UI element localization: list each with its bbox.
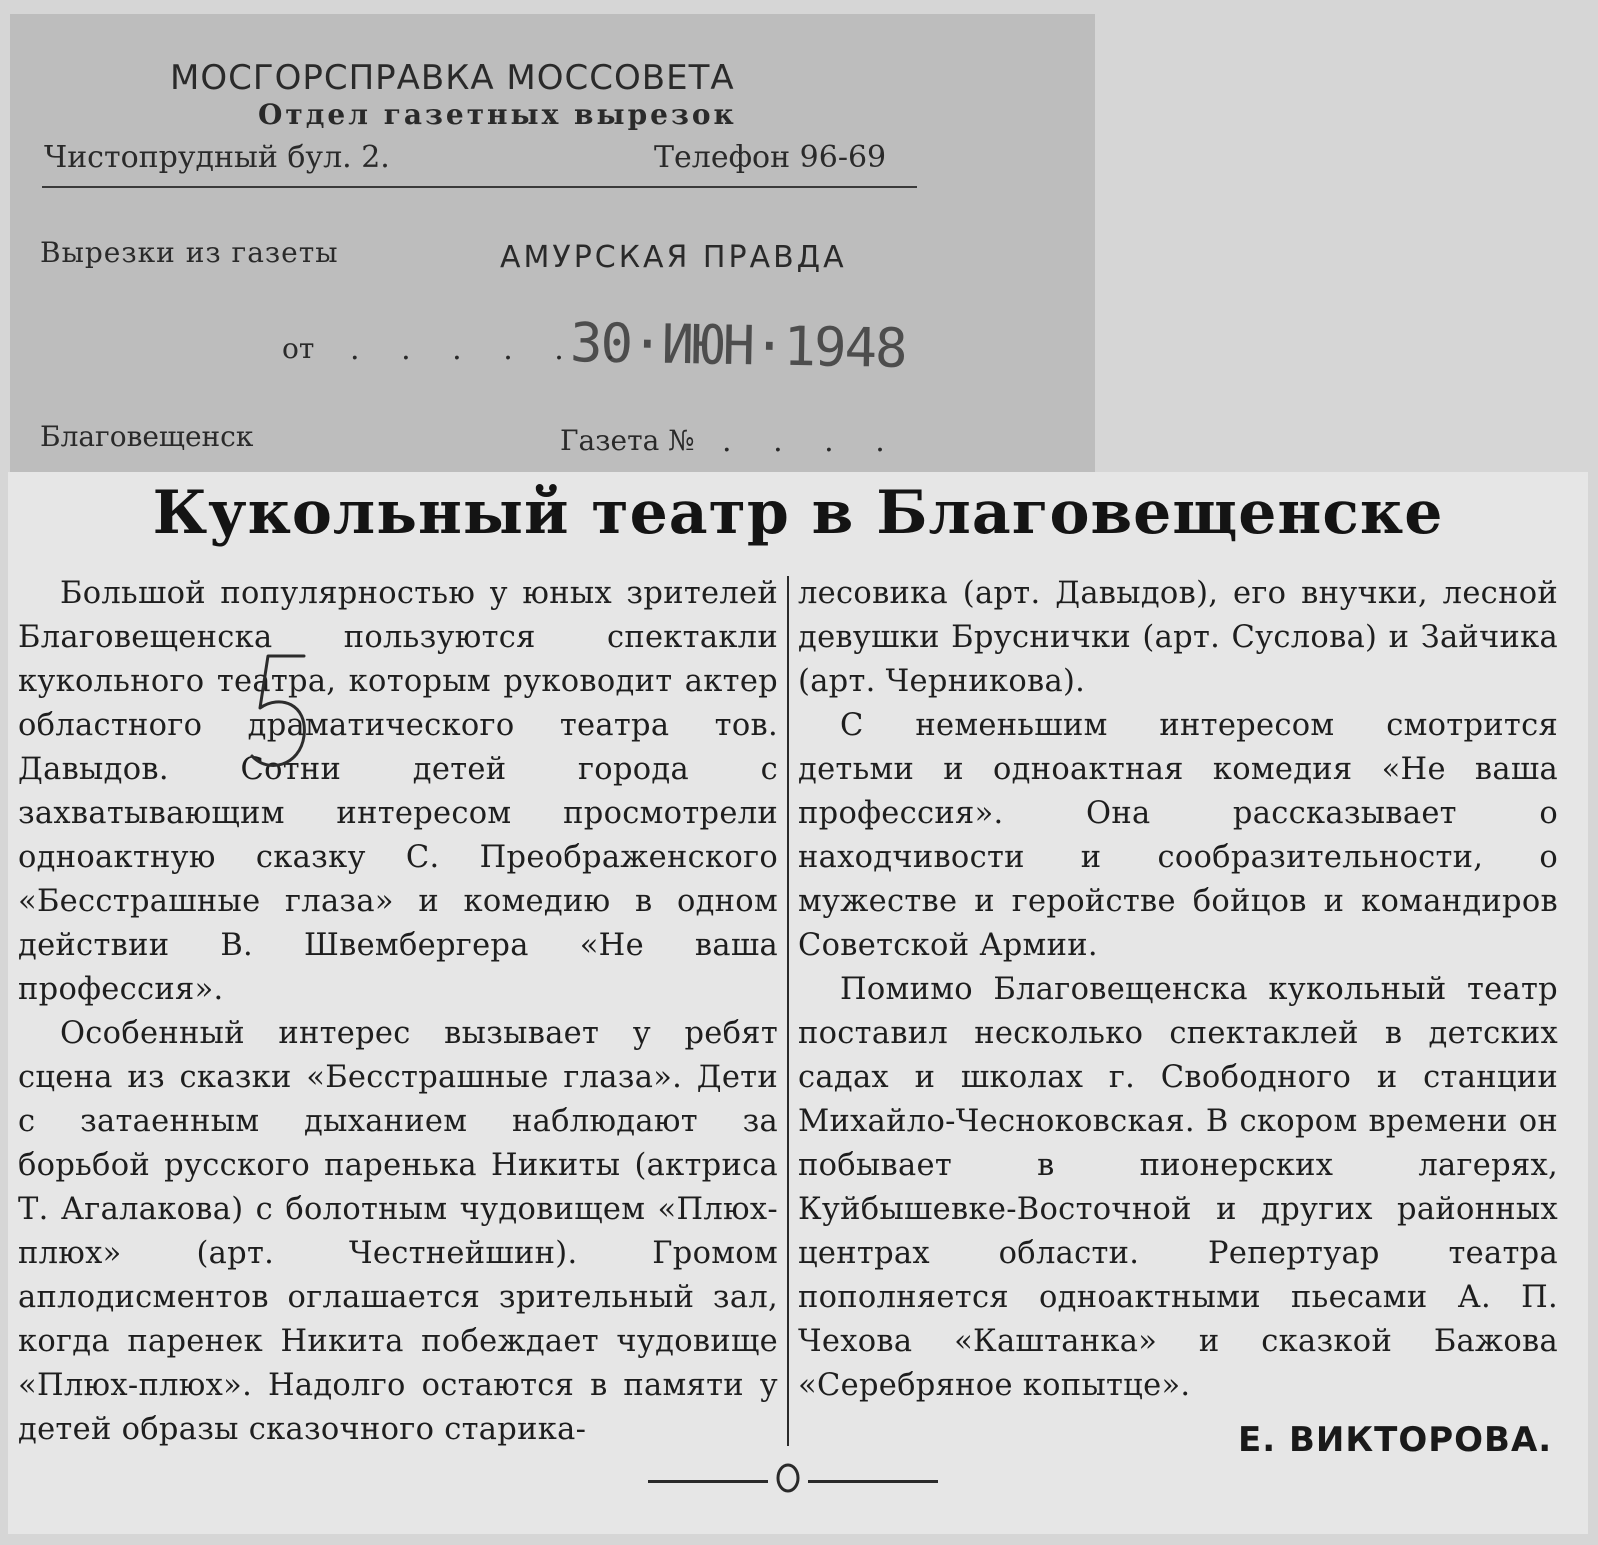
end-rule-right bbox=[808, 1480, 938, 1483]
date-dots: . . . . . . bbox=[350, 332, 631, 367]
newspaper-name: АМУРСКАЯ ПРАВДА bbox=[500, 240, 847, 275]
issue-label: Газета № bbox=[560, 424, 695, 457]
date-label: от bbox=[282, 332, 315, 365]
column-divider bbox=[787, 576, 789, 1446]
newspaper-clipping bbox=[8, 472, 1588, 1534]
end-rule-left bbox=[648, 1480, 768, 1483]
agency-header-card bbox=[10, 14, 1095, 484]
cutting-source-label: Вырезки из газеты bbox=[40, 236, 339, 269]
article-paragraph: С неменьшим интересом смотрится детьми и одноактная комедия «Не ваша профессия». Она рассказывает о находчивости и сообразительности, о мужестве и геройстве бойцов и командиров Советской Армии. bbox=[798, 708, 1558, 963]
agency-address: Чистопрудный бул. 2. bbox=[44, 140, 390, 175]
pencil-mark-icon bbox=[246, 650, 316, 780]
article-paragraph: Помимо Благовещенска кукольный театр поставил несколько спектаклей в детских садах и школах г. Свободного и станции Михайло-Чесноковская. В скором времени он побывает в пионерских лагерях, Куйбышевке-Восточной и других районных центрах области. Репертуар театра пополняется одноактными пьесами А. П. Чехова «Каштанка» и сказкой Бажова «Серебряное копытце». bbox=[798, 972, 1558, 1403]
city-name: Благовещенск bbox=[40, 420, 254, 453]
article-column-right bbox=[798, 572, 1558, 1408]
article-column-left bbox=[18, 572, 778, 1452]
article-headline: Кукольный театр в Благовещенске bbox=[152, 478, 1444, 548]
agency-name: МОСГОРСПРАВКА МОССОВЕТА bbox=[170, 58, 735, 98]
article-author: Е. ВИКТОРОВА. bbox=[1238, 1420, 1553, 1460]
end-ornament-icon bbox=[770, 1460, 806, 1496]
date-stamp: 30·ИЮН·1948 bbox=[569, 311, 907, 380]
department-name: Отдел газетных вырезок bbox=[258, 98, 737, 131]
agency-phone: Телефон 96-69 bbox=[654, 140, 887, 175]
issue-dots: . . . . bbox=[722, 424, 901, 459]
article-paragraph: Особенный интерес вызывает у ребят сцена из сказки «Бесстрашные глаза». Дети с затаенным дыханием наблюдают за борьбой русского паренька Никиты (актриса Т. Агалакова) с болотным чудовищем «Плюх-плюх» (арт. Честнейшин). Громом аплодисментов оглашается зрительный зал, когда паренек Никита побеждает чудовище «Плюх-плюх». Надолго остаются в памяти у детей образы сказочного старика- bbox=[18, 1016, 778, 1447]
article-paragraph: Большой популярностью у юных зрителей Благовещенска пользуются спектакли кукольного театра, которым руководит актер областного драматического театра тов. Давыдов. Сотни детей города с захватывающим интересом просмотрели одноактную сказку С. Преображенского «Бесстрашные глаза» и комедию в одном действии В. Швембергера «Не ваша профессия». bbox=[18, 576, 778, 1007]
article-paragraph: лесовика (арт. Давыдов), его внучки, лесной девушки Бруснички (арт. Суслова) и Зайчика (арт. Черникова). bbox=[798, 576, 1558, 699]
header-divider bbox=[42, 186, 917, 188]
